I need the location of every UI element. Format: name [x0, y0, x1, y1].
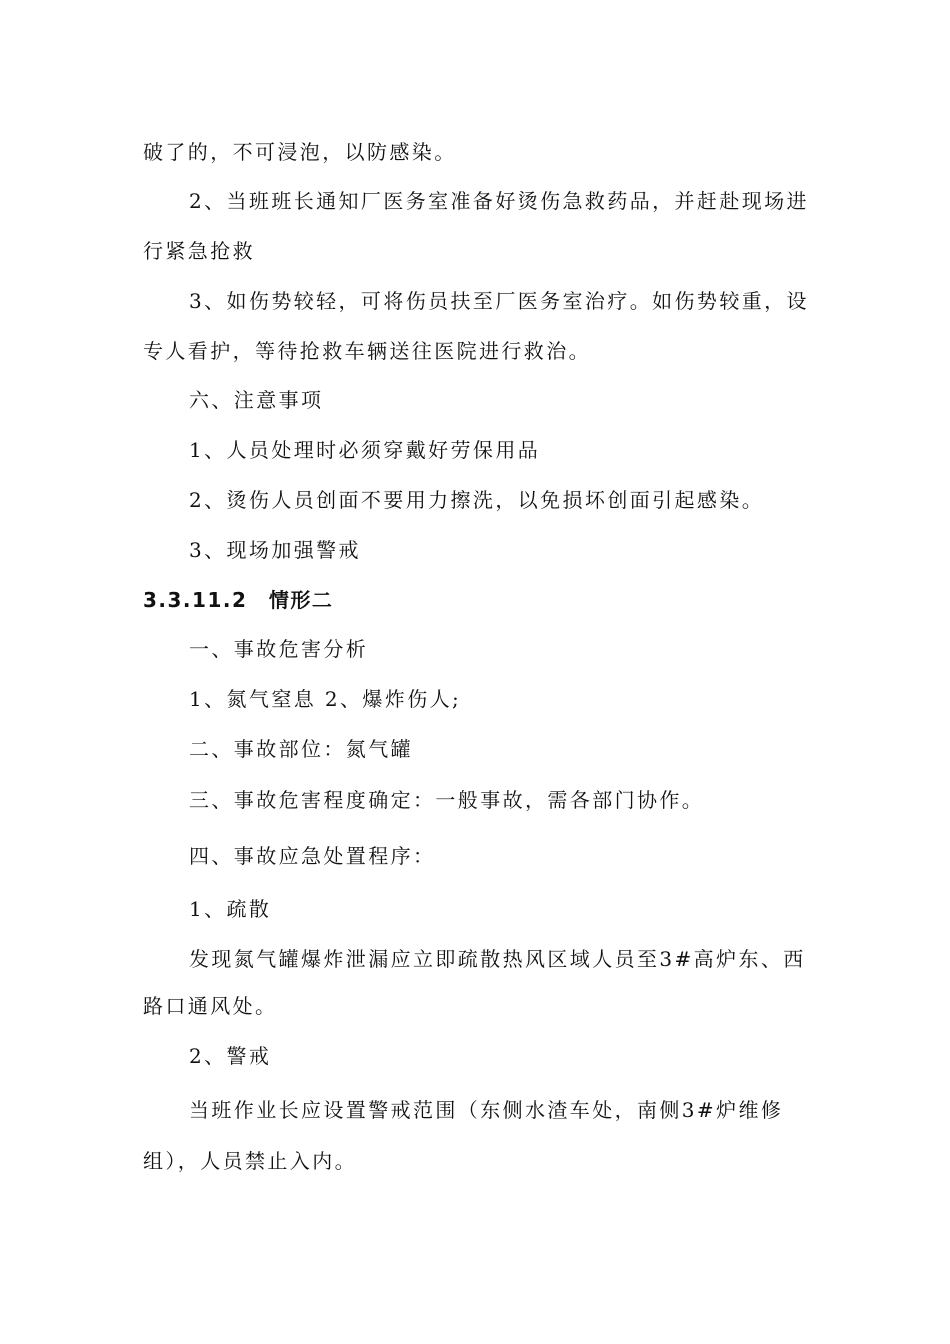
section-heading: 六、注意事项	[189, 388, 324, 412]
list-item-text: 1、疏散	[189, 897, 272, 921]
section-heading: 一、事故危害分析	[189, 637, 369, 661]
list-item-text: 2、警戒	[189, 1044, 272, 1068]
body-text-line: 路口通风处。	[143, 994, 278, 1018]
section-heading: 三、事故危害程度确定：一般事故，需各部门协作。	[189, 788, 705, 812]
list-item-text: 1、氮气窒息 2、爆炸伤人;	[189, 687, 462, 711]
section-heading: 四、事故应急处置程序：	[189, 844, 436, 868]
subsection-heading: 3.3.11.2 情形二	[143, 588, 334, 612]
body-text-line: 破了的，不可浸泡，以防感染。	[143, 140, 457, 164]
body-text-line: 当班作业长应设置警戒范围（东侧水渣车处，南侧3#炉维修	[189, 1098, 784, 1122]
list-item-text: 1、人员处理时必须穿戴好劳保用品	[189, 438, 541, 462]
list-item-text: 2、当班班长通知厂医务室准备好烫伤急救药品，并赶赴现场进	[189, 189, 809, 213]
body-text-line: 行紧急抢救	[143, 239, 255, 263]
list-item-text: 3、如伤势较轻，可将伤员扶至厂医务室治疗。如伤势较重，设	[189, 289, 809, 313]
body-text-line: 发现氮气罐爆炸泄漏应立即疏散热风区域人员至3#高炉东、西	[189, 947, 806, 971]
list-item-text: 3、现场加强警戒	[189, 538, 361, 562]
list-item-text: 2、烫伤人员创面不要用力擦洗，以免损坏创面引起感染。	[189, 488, 765, 512]
body-text-line: 专人看护，等待抢救车辆送往医院进行救治。	[143, 339, 591, 363]
body-text-line: 组），人员禁止入内。	[143, 1149, 357, 1173]
section-heading: 二、事故部位：氮气罐	[189, 737, 413, 761]
